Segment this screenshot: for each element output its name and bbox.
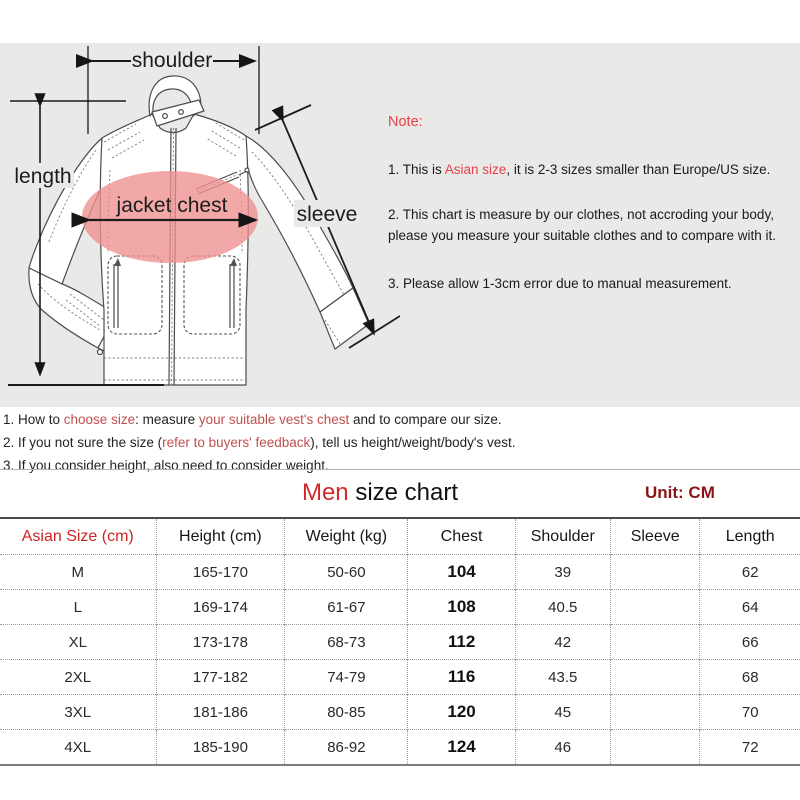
- column-header-sleeve: Sleeve: [610, 518, 700, 555]
- size-table: [0, 469, 800, 766]
- cell-height: 181-186: [156, 695, 285, 730]
- note-item-2: 2. This chart is measure by our clothes, not accroding your body, please you measure your suitable clothes and to compare with it.: [388, 207, 776, 243]
- cell-shoulder: 46: [515, 730, 610, 766]
- table-title-row: [0, 470, 800, 517]
- length-label: length: [14, 165, 72, 188]
- column-header-length: Length: [700, 518, 800, 555]
- cell-length: 66: [700, 625, 800, 660]
- cell-weight: 80-85: [285, 695, 408, 730]
- cell-size: XL: [68, 633, 87, 651]
- jacket-chest-label: jacket chest: [116, 194, 228, 217]
- column-header-height: Height (cm): [156, 518, 285, 555]
- cell-length: 72: [700, 730, 800, 766]
- cell-chest: 104: [408, 555, 515, 590]
- cell-length: 62: [700, 555, 800, 590]
- table-row: [0, 590, 800, 625]
- column-header-weight: Weight (kg): [285, 518, 408, 555]
- column-header-asian-size: Asian Size (cm): [21, 527, 134, 545]
- cell-chest: 108: [408, 590, 515, 625]
- cell-shoulder: 39: [515, 555, 610, 590]
- table-row: [0, 660, 800, 695]
- cell-weight: 50-60: [285, 555, 408, 590]
- cell-sleeve: [610, 730, 700, 766]
- table-title: Men size chart: [301, 479, 459, 506]
- column-header-chest: Chest: [408, 518, 515, 555]
- sleeve-label: sleeve: [296, 203, 358, 226]
- cell-shoulder: 42: [515, 625, 610, 660]
- note-item-1: 1. This is Asian size, it is 2-3 sizes smaller than Europe/US size.: [388, 162, 771, 177]
- column-header-shoulder: Shoulder: [515, 518, 610, 555]
- cell-length: 70: [700, 695, 800, 730]
- cell-length: 64: [700, 590, 800, 625]
- cell-size: L: [73, 598, 82, 616]
- cell-height: 169-174: [156, 590, 285, 625]
- unit-label: Unit: CM: [645, 483, 715, 502]
- chest-highlight-ellipse: [82, 171, 258, 263]
- cell-height: 173-178: [156, 625, 285, 660]
- cell-sleeve: [610, 695, 700, 730]
- cell-size: 2XL: [64, 668, 92, 686]
- tips-section: [3, 408, 515, 477]
- cell-size: 4XL: [64, 738, 92, 756]
- table-row: [0, 625, 800, 660]
- cell-weight: 74-79: [285, 660, 408, 695]
- cell-shoulder: 45: [515, 695, 610, 730]
- cell-chest: 120: [408, 695, 515, 730]
- jacket-measurement-diagram: [0, 43, 400, 407]
- diagram-panel: [0, 43, 800, 407]
- cell-shoulder: 43.5: [515, 660, 610, 695]
- tip-3: 3. If you consider height, also need to consider weight.: [3, 458, 329, 473]
- shoulder-label: shoulder: [131, 49, 213, 72]
- table-row: [0, 730, 800, 766]
- cell-shoulder: 40.5: [515, 590, 610, 625]
- cell-weight: 61-67: [285, 590, 408, 625]
- header-row: [0, 518, 800, 555]
- table-row: [0, 555, 800, 590]
- cell-length: 68: [700, 660, 800, 695]
- cell-height: 165-170: [156, 555, 285, 590]
- cell-size: 3XL: [64, 703, 92, 721]
- cell-sleeve: [610, 625, 700, 660]
- note-item-3: 3. Please allow 1-3cm error due to manual measurement.: [388, 276, 732, 291]
- cell-chest: 116: [408, 660, 515, 695]
- cell-weight: 86-92: [285, 730, 408, 766]
- cell-sleeve: [610, 590, 700, 625]
- cell-sleeve: [610, 555, 700, 590]
- tip-2: 2. If you not sure the size (refer to buyers' feedback), tell us height/weight/body's vest.: [3, 435, 516, 450]
- cell-height: 177-182: [156, 660, 285, 695]
- asian-size-highlight: Asian size: [444, 162, 507, 177]
- cell-chest: 112: [408, 625, 515, 660]
- cell-height: 185-190: [156, 730, 285, 766]
- note-heading: Note:: [388, 114, 423, 130]
- cell-size: M: [71, 563, 84, 581]
- cell-chest: 124: [408, 730, 515, 766]
- table-row: [0, 695, 800, 730]
- tip-1: 1. How to choose size: measure your suitable vest's chest and to compare our size.: [3, 412, 502, 427]
- cell-sleeve: [610, 660, 700, 695]
- cell-weight: 68-73: [285, 625, 408, 660]
